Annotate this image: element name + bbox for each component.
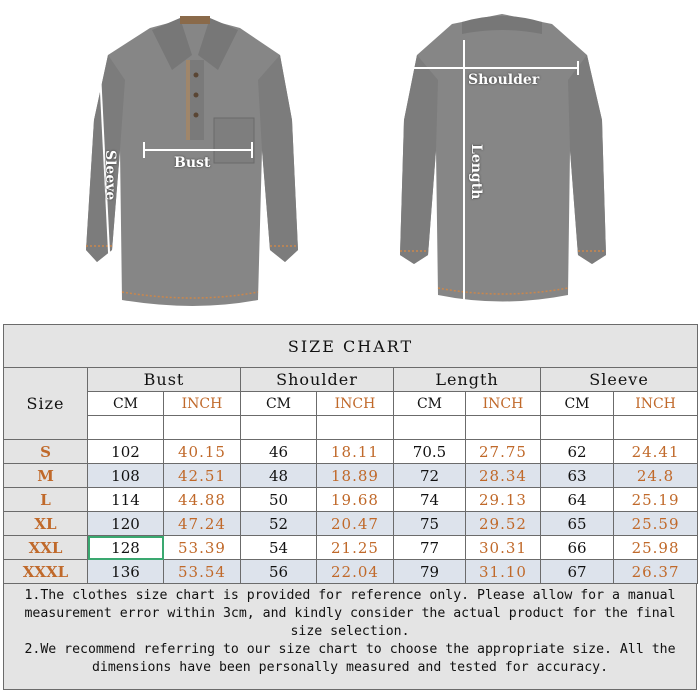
length-cm-cell: 77 bbox=[394, 536, 466, 560]
sleeve-header: Sleeve bbox=[541, 368, 698, 392]
shirt-back-image bbox=[392, 0, 612, 320]
spacer-cell bbox=[241, 416, 317, 440]
unit-cm: CM bbox=[88, 392, 164, 416]
table-row bbox=[4, 512, 698, 536]
product-images bbox=[0, 0, 700, 322]
sleeve-cm-cell: 67 bbox=[541, 560, 614, 584]
table-row bbox=[4, 464, 698, 488]
spacer-cell bbox=[317, 416, 394, 440]
sleeve-cm-cell: 66 bbox=[541, 536, 614, 560]
size-chart-table bbox=[3, 324, 698, 584]
shoulder-inch-cell: 18.89 bbox=[317, 464, 394, 488]
size-cell: M bbox=[4, 464, 88, 488]
shoulder-cm-cell: 50 bbox=[241, 488, 317, 512]
unit-inch: INCH bbox=[614, 392, 698, 416]
shoulder-cm-cell: 54 bbox=[241, 536, 317, 560]
bust-cm-cell: 108 bbox=[88, 464, 164, 488]
bust-header: Bust bbox=[88, 368, 241, 392]
bust-label: Bust bbox=[174, 155, 211, 171]
shoulder-inch-cell: 21.25 bbox=[317, 536, 394, 560]
bust-cm-cell: 102 bbox=[88, 440, 164, 464]
length-cm-cell: 70.5 bbox=[394, 440, 466, 464]
chart-title: SIZE CHART bbox=[4, 325, 698, 368]
unit-inch: INCH bbox=[317, 392, 394, 416]
size-cell: L bbox=[4, 488, 88, 512]
length-inch-cell: 29.13 bbox=[466, 488, 541, 512]
shoulder-cm-cell: 48 bbox=[241, 464, 317, 488]
sleeve-inch-cell: 24.41 bbox=[614, 440, 698, 464]
unit-cm: CM bbox=[394, 392, 466, 416]
length-inch-cell: 30.31 bbox=[466, 536, 541, 560]
sleeve-inch-cell: 26.37 bbox=[614, 560, 698, 584]
size-chart bbox=[3, 324, 697, 698]
bust-inch-cell: 47.24 bbox=[164, 512, 241, 536]
sleeve-cm-cell: 62 bbox=[541, 440, 614, 464]
unit-cm: CM bbox=[541, 392, 614, 416]
length-label: Length bbox=[468, 144, 484, 200]
spacer-cell bbox=[394, 416, 466, 440]
size-notes bbox=[3, 584, 697, 690]
sleeve-inch-cell: 25.19 bbox=[614, 488, 698, 512]
spacer-cell bbox=[614, 416, 698, 440]
length-cm-cell: 75 bbox=[394, 512, 466, 536]
bust-cm-cell: 136 bbox=[88, 560, 164, 584]
shoulder-cm-cell: 46 bbox=[241, 440, 317, 464]
bust-inch-cell: 42.51 bbox=[164, 464, 241, 488]
spacer-cell bbox=[88, 416, 164, 440]
length-inch-cell: 28.34 bbox=[466, 464, 541, 488]
sleeve-cm-cell: 63 bbox=[541, 464, 614, 488]
unit-inch: INCH bbox=[466, 392, 541, 416]
bust-inch-cell: 44.88 bbox=[164, 488, 241, 512]
spacer-cell bbox=[164, 416, 241, 440]
shoulder-header: Shoulder bbox=[241, 368, 394, 392]
note-1: 1.The clothes size chart is provided for reference only. Please allow for a manual measurement error within 3cm, and kindly consider the actual product for the final size selection. bbox=[24, 588, 676, 639]
bust-cm-cell: 120 bbox=[88, 512, 164, 536]
size-cell: S bbox=[4, 440, 88, 464]
bust-cm-cell: 114 bbox=[88, 488, 164, 512]
size-cell: XL bbox=[4, 512, 88, 536]
bust-cm-cell: 128 bbox=[88, 536, 164, 560]
shoulder-inch-cell: 20.47 bbox=[317, 512, 394, 536]
note-2: 2.We recommend referring to our size chart to choose the appropriate size. All the dimensions have been personally measured and tested for accuracy. bbox=[24, 642, 676, 675]
table-row bbox=[4, 488, 698, 512]
unit-cm: CM bbox=[241, 392, 317, 416]
shoulder-inch-cell: 19.68 bbox=[317, 488, 394, 512]
length-header: Length bbox=[394, 368, 541, 392]
bust-inch-cell: 53.39 bbox=[164, 536, 241, 560]
length-cm-cell: 79 bbox=[394, 560, 466, 584]
length-inch-cell: 27.75 bbox=[466, 440, 541, 464]
size-cell: XXL bbox=[4, 536, 88, 560]
bust-inch-cell: 53.54 bbox=[164, 560, 241, 584]
sleeve-inch-cell: 25.59 bbox=[614, 512, 698, 536]
sleeve-label: Sleeve bbox=[102, 150, 118, 201]
shoulder-inch-cell: 22.04 bbox=[317, 560, 394, 584]
spacer-cell bbox=[466, 416, 541, 440]
sleeve-cm-cell: 64 bbox=[541, 488, 614, 512]
length-inch-cell: 29.52 bbox=[466, 512, 541, 536]
length-cm-cell: 74 bbox=[394, 488, 466, 512]
size-cell: XXXL bbox=[4, 560, 88, 584]
sleeve-inch-cell: 25.98 bbox=[614, 536, 698, 560]
bust-inch-cell: 40.15 bbox=[164, 440, 241, 464]
shoulder-cm-cell: 56 bbox=[241, 560, 317, 584]
table-row bbox=[4, 440, 698, 464]
shoulder-cm-cell: 52 bbox=[241, 512, 317, 536]
table-row bbox=[4, 560, 698, 584]
size-column-header: Size bbox=[4, 368, 88, 440]
length-cm-cell: 72 bbox=[394, 464, 466, 488]
spacer-cell bbox=[541, 416, 614, 440]
sleeve-cm-cell: 65 bbox=[541, 512, 614, 536]
table-row bbox=[4, 536, 698, 560]
sleeve-inch-cell: 24.8 bbox=[614, 464, 698, 488]
shoulder-inch-cell: 18.11 bbox=[317, 440, 394, 464]
length-inch-cell: 31.10 bbox=[466, 560, 541, 584]
unit-inch: INCH bbox=[164, 392, 241, 416]
shoulder-label: Shoulder bbox=[468, 72, 540, 88]
